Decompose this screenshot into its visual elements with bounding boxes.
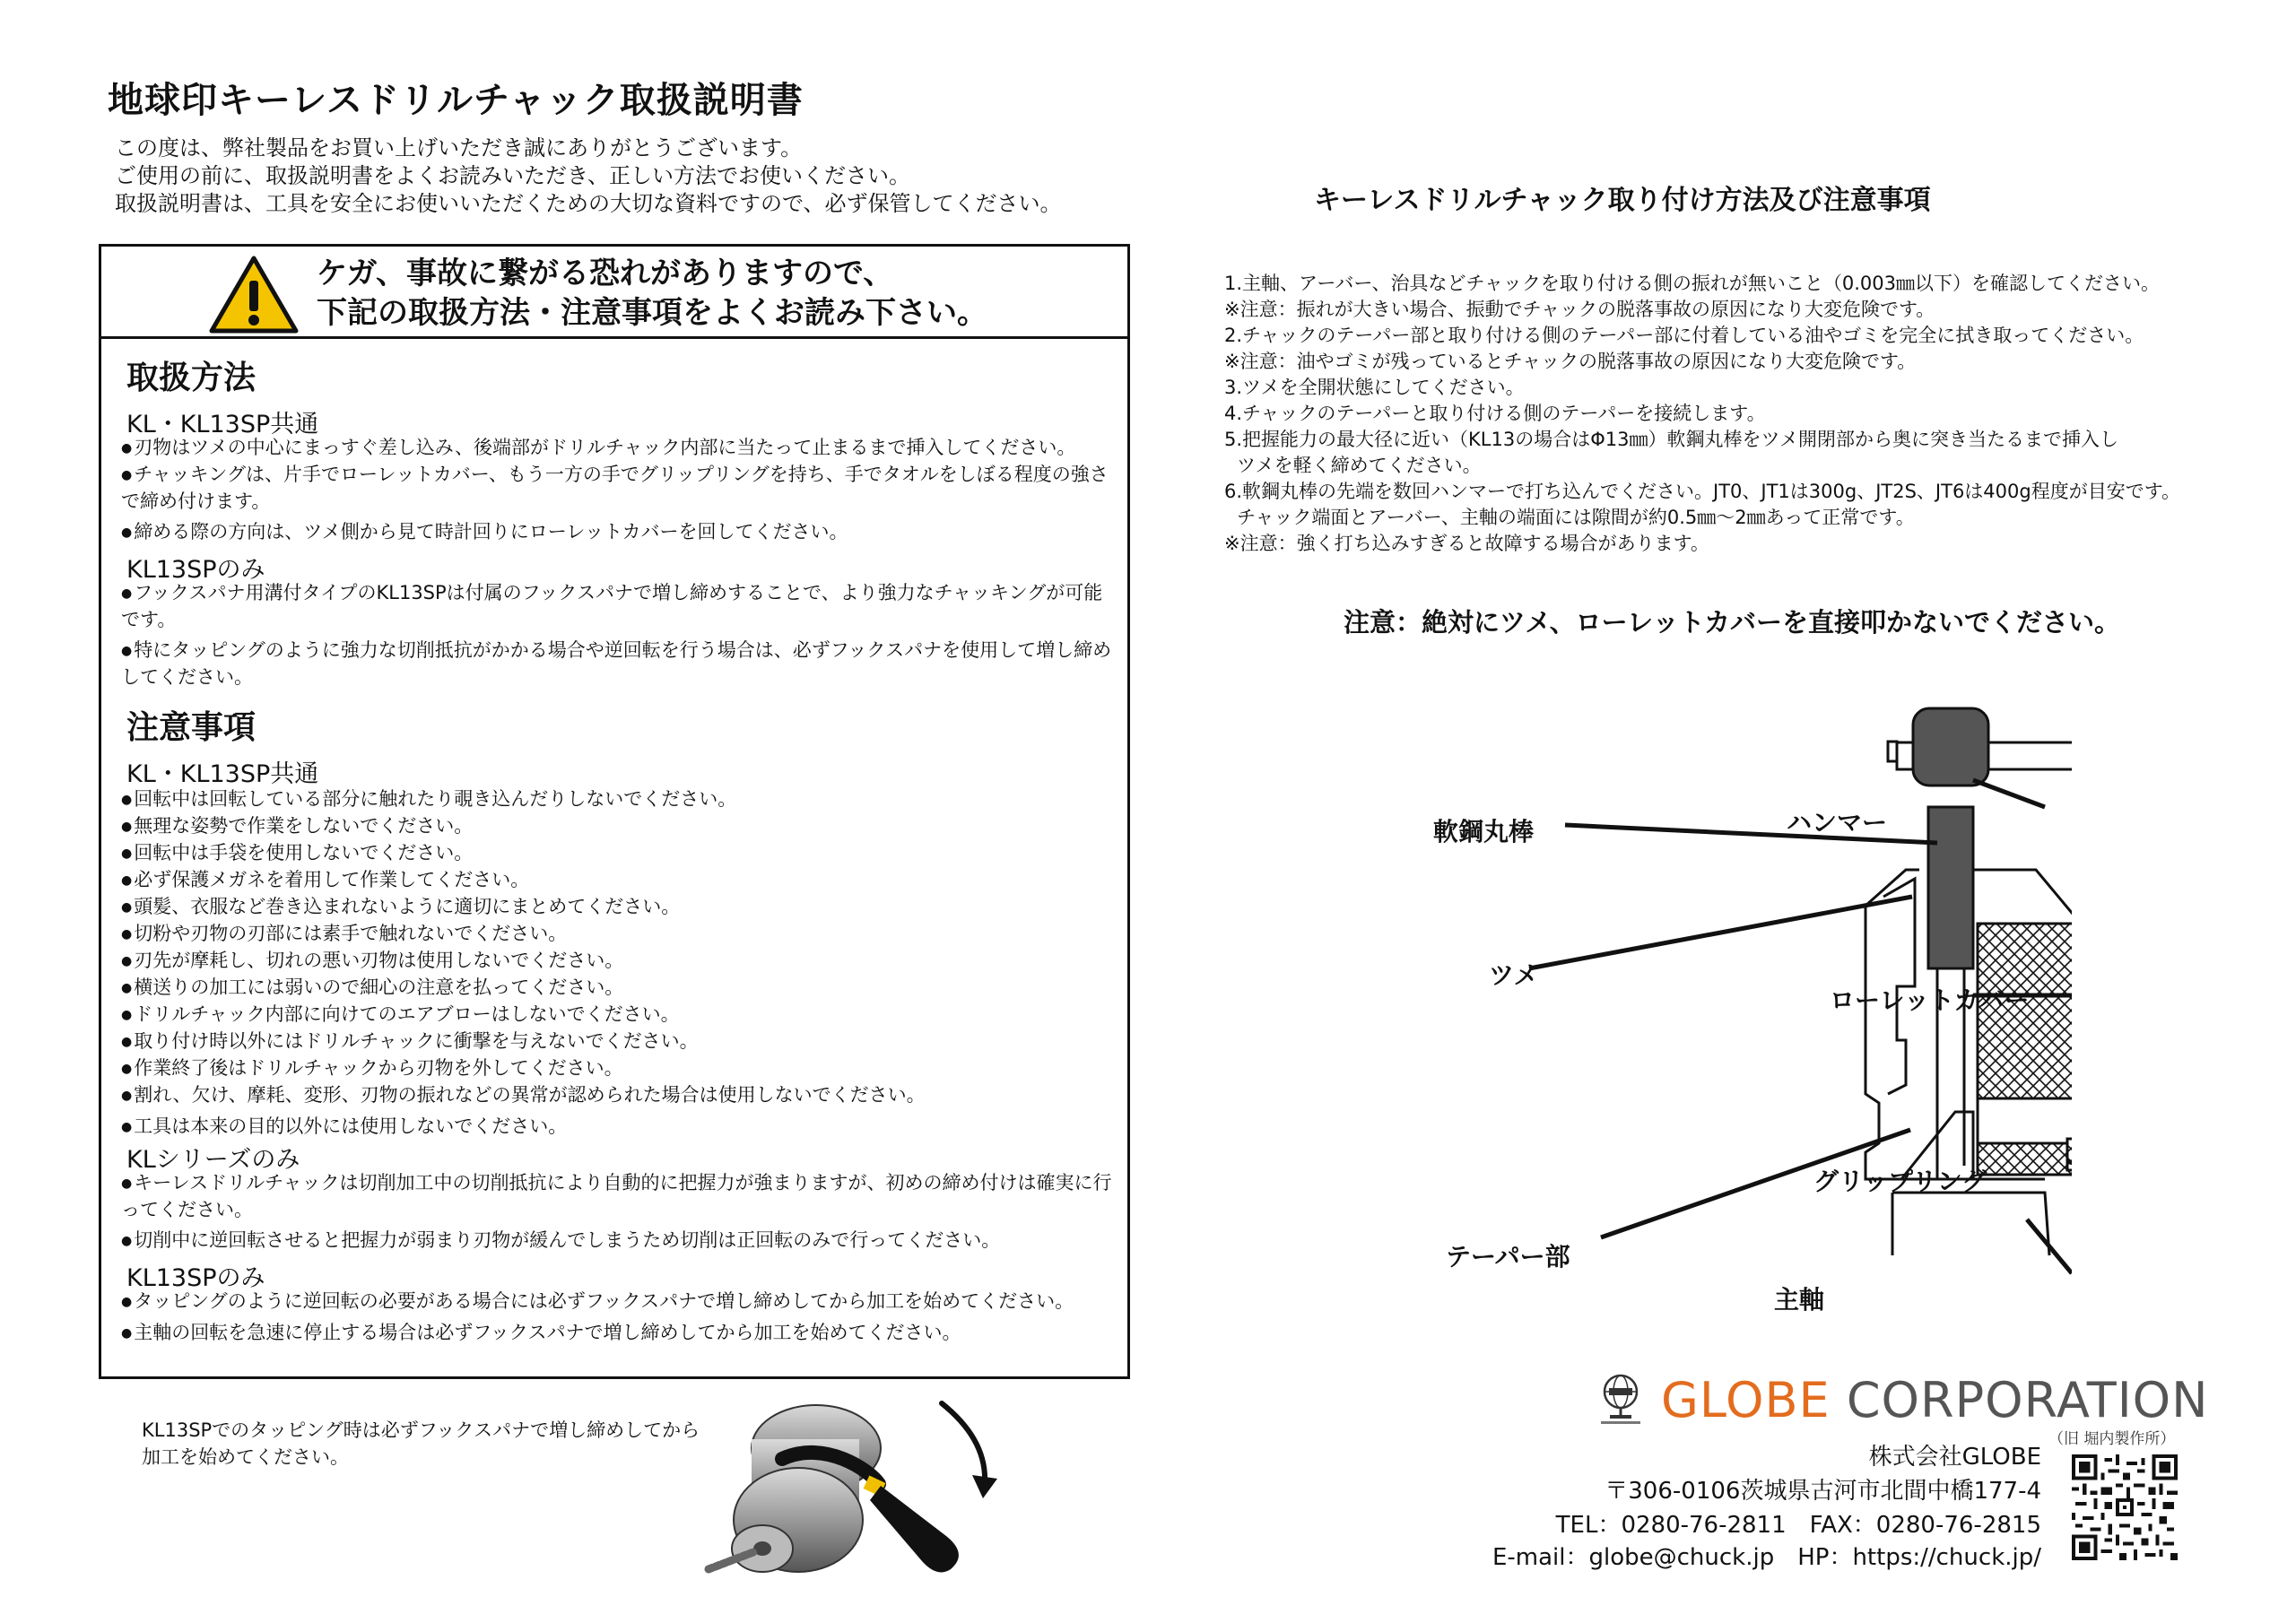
installation-steps — [1224, 271, 2256, 557]
list-item: ● 作業終了後はドリルチャックから刃物を外してください。 — [121, 1055, 1117, 1082]
cautions-common-list — [121, 786, 1117, 1141]
list-item: ● 取り付け時以外にはドリルチャックに衝撃を与えないでください。 — [121, 1028, 1117, 1055]
list-item: ● 頭髪、衣服など巻き込まれないように適切にまとめてください。 — [121, 894, 1117, 921]
company-phone-fax: TEL：0280-76-2811 FAX：0280-76-2815 — [1555, 1512, 2041, 1539]
warning-header — [101, 247, 1127, 339]
handling-common-list — [121, 435, 1117, 546]
list-item: ● 刃物はツメの中心にまっすぐ差し込み、後端部がドリルチャック内部に当たって止まるまで挿入してください。 — [121, 435, 1117, 462]
intro-line: この度は、弊社製品をお買い上げいただき誠にありがとうございます。 — [115, 135, 803, 161]
company-logo-text — [1661, 1372, 2209, 1428]
step-item: 1.主軸、アーバー、治具などチャックを取り付ける側の振れが無いこと（0.003㎜以下）を確認してください。 — [1224, 273, 2161, 294]
handling-heading: 取扱方法 — [126, 360, 257, 396]
handling-sp-list — [121, 580, 1117, 690]
label-hammer: ハンマー — [1787, 808, 1888, 838]
step-item: 2.チャックのテーパー部と取り付ける側のテーパー部に付着している油やゴミを完全に拭き取ってください。 — [1224, 325, 2144, 346]
cautions-heading: 注意事項 — [126, 709, 257, 746]
handling-sp-heading: KL13SPのみ — [126, 556, 265, 584]
step-item: 6.軟鋼丸棒の先端を数回ハンマーで打ち込んでください。JT0、JT1は300g、JT2S、JT6は400g程度が目安です。 — [1224, 481, 2181, 502]
label-knurl-cover: ローレットカバー — [1830, 985, 2030, 1015]
step-item: ※注意：強く打ち込みすぎると故障する場合があります。 — [1224, 533, 1709, 554]
cautions-common-heading: KL・KL13SP共通 — [126, 760, 319, 788]
note-line: KL13SPでのタッピング時は必ずフックスパナで増し締めしてから — [142, 1419, 700, 1441]
kl13sp-note — [142, 1417, 700, 1471]
list-item: ● ドリルチャック内部に向けてのエアブローはしないでください。 — [121, 1002, 1117, 1028]
cautions-kl-heading: KLシリーズのみ — [126, 1146, 300, 1174]
step-item: 5.把握能力の最大径に近い（KL13の場合はΦ13㎜）軟鋼丸棒をツメ開閉部から奥に突き当たるまで挿入し — [1224, 429, 2119, 450]
list-item: ● 回転中は回転している部分に触れたり覗き込んだりしないでください。 — [121, 786, 1117, 813]
intro-line: 取扱説明書は、工具を安全にお使いいただくための大切な資料ですので、必ず保管してください。 — [115, 191, 1062, 216]
list-item: ● 必ず保護メガネを着用して作業してください。 — [121, 867, 1117, 894]
list-item: ● 回転中は手袋を使用しないでください。 — [121, 840, 1117, 867]
company-old-name: （旧 堀内製作所） — [2048, 1430, 2176, 1448]
list-item: ● 刃先が摩耗し、切れの悪い刃物は使用しないでください。 — [121, 948, 1117, 975]
list-item: ● フックスパナ用溝付タイプのKL13SPは付属のフックスパナで増し締めすることで、より強力なチャッキングが可能です。 — [121, 580, 1117, 633]
list-item: ● 横送りの加工には弱いので細心の注意を払ってください。 — [121, 975, 1117, 1002]
step-item: チャック端面とアーバー、主軸の端面には隙間が約0.5㎜～2㎜あって正常です。 — [1237, 507, 1915, 528]
company-name-orange: GLOBE — [1661, 1372, 1831, 1428]
label-soft-steel-rod: 軟鋼丸棒 — [1433, 817, 1535, 846]
list-item: ● 無理な姿勢で作業をしないでください。 — [121, 813, 1117, 840]
chuck-with-hook-spanner-image — [682, 1385, 1031, 1619]
list-item: ● キーレスドリルチャックは切削加工中の切削抵抗により自動的に把握力が強まりますが、初めの締め付けは確実に行ってください。 — [121, 1170, 1117, 1223]
warning-triangle-icon — [209, 256, 299, 334]
step-item: 3.ツメを全開状態にしてください。 — [1224, 377, 1525, 398]
handling-common-heading: KL・KL13SP共通 — [126, 411, 319, 438]
cautions-kl-list — [121, 1170, 1117, 1254]
company-name-gray: CORPORATION — [1830, 1372, 2209, 1428]
cautions-sp-list — [121, 1289, 1117, 1347]
step-item: ※注意：油やゴミが残っているとチャックの脱落事故の原因になり大変危険です。 — [1224, 351, 1917, 372]
step-item: ※注意：振れが大きい場合、振動でチャックの脱落事故の原因になり大変危険です。 — [1224, 299, 1935, 320]
warning-message — [317, 254, 987, 333]
label-jaw: ツメ — [1489, 960, 1539, 990]
step-item: 4.チャックのテーパーと取り付ける側のテーパーを接続します。 — [1224, 403, 1766, 424]
list-item: ● 特にタッピングのように強力な切削抵抗がかかる場合や逆回転を行う場合は、必ずフックスパナを使用して増し締めしてください。 — [121, 638, 1117, 690]
company-address: 〒306-0106茨城県古河市北間中橋177-4 — [1605, 1478, 2041, 1505]
label-taper: テーパー部 — [1446, 1242, 1570, 1271]
warning-box — [99, 244, 1130, 1379]
list-item: ● チャッキングは、片手でローレットカバー、もう一方の手でグリップリングを持ち、手でタオルをしぼる程度の強さで締め付けます。 — [121, 462, 1117, 515]
step-item: ツメを軽く締めてください。 — [1237, 455, 1482, 476]
list-item: ● 工具は本来の目的以外には使用しないでください。 — [121, 1114, 1117, 1141]
label-spindle: 主軸 — [1774, 1285, 1825, 1315]
label-grip-ring: グリップリング — [1813, 1167, 1987, 1196]
cautions-sp-heading: KL13SPのみ — [126, 1264, 265, 1292]
list-item: ● 主軸の回転を急速に停止する場合は必ずフックスパナで増し締めしてから加工を始めてください。 — [121, 1320, 1117, 1347]
warning-line: ケガ、事故に繋がる恐れがありますので、 — [317, 256, 894, 291]
warning-line: 下記の取扱方法・注意事項をよくお読み下さい。 — [317, 295, 987, 331]
company-web[interactable]: E-mail：globe@chuck.jp HP：https://chuck.jp/ — [1492, 1544, 2041, 1571]
installation-title: キーレスドリルチャック取り付け方法及び注意事項 — [1314, 185, 1931, 216]
globe-trademark-icon — [1598, 1372, 1643, 1428]
intro-line: ご使用の前に、取扱説明書をよくお読みいただき、正しい方法でお使いください。 — [115, 163, 911, 188]
note-line: 加工を始めてください。 — [142, 1446, 349, 1468]
list-item: ● 切削中に逆回転させると把握力が弱まり刃物が緩んでしまうため切削は正回転のみで行ってください。 — [121, 1228, 1117, 1254]
company-jp-name: 株式会社GLOBE — [1868, 1444, 2041, 1471]
caution-line: 注意：絶対にツメ、ローレットカバーを直接叩かないでください。 — [1344, 607, 2120, 638]
intro-text — [115, 135, 1062, 218]
qr-code-icon[interactable] — [2072, 1454, 2178, 1560]
page-title: 地球印キーレスドリルチャック取扱説明書 — [108, 80, 804, 121]
list-item: ● 締める際の方向は、ツメ側から見て時計回りにローレットカバーを回してください。 — [121, 519, 1117, 546]
list-item: ● タッピングのように逆回転の必要がある場合には必ずフックスパナで増し締めしてから加工を始めてください。 — [121, 1289, 1117, 1315]
list-item: ● 割れ、欠け、摩耗、変形、刃物の振れなどの異常が認められた場合は使用しないでください。 — [121, 1082, 1117, 1109]
list-item: ● 切粉や刃物の刃部には素手で触れないでください。 — [121, 921, 1117, 948]
